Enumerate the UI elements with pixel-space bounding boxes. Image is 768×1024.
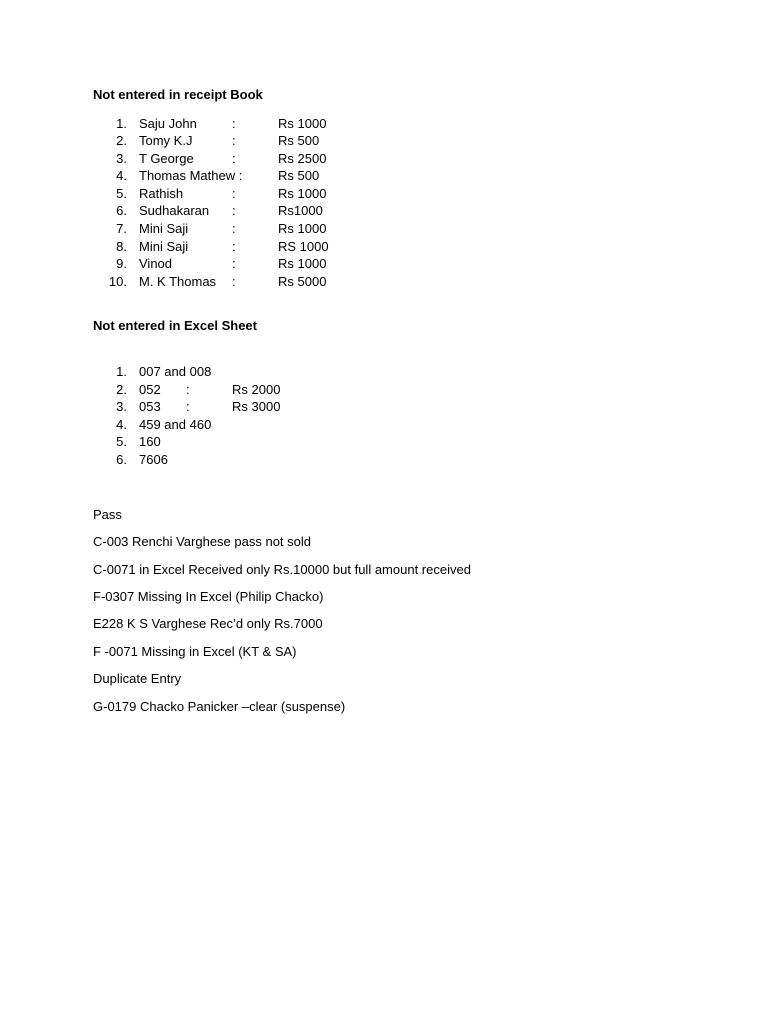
list-code: 052 xyxy=(139,382,161,397)
list-code: 007 and 008 xyxy=(139,364,212,379)
list-number: 2. xyxy=(116,382,127,397)
list-amount: Rs 1000 xyxy=(278,116,327,131)
list-amount: Rs 1000 xyxy=(278,221,327,236)
list-number: 7. xyxy=(116,221,127,236)
list-name: Sudhakaran xyxy=(139,203,210,218)
list-name: Tomy K.J xyxy=(139,133,193,148)
list-name: Mini Saji xyxy=(139,239,189,254)
list-separator: : xyxy=(232,239,236,254)
note-paragraph: F-0307 Missing In Excel (Philip Chacko) xyxy=(93,589,324,604)
list-amount: Rs 2000 xyxy=(232,382,281,397)
list-code: 053 xyxy=(139,399,161,414)
note-paragraph: Duplicate Entry xyxy=(93,671,182,686)
list-amount: RS 1000 xyxy=(278,239,329,254)
list-number: 10. xyxy=(108,274,127,289)
list-name: Saju John xyxy=(139,116,197,131)
list-number: 1. xyxy=(116,116,127,131)
note-paragraph: G-0179 Chacko Panicker –clear (suspense) xyxy=(93,699,346,714)
list-number: 2. xyxy=(116,133,127,148)
list-separator: : xyxy=(186,382,190,397)
list-name: Rathish xyxy=(139,186,184,201)
list-code: 459 and 460 xyxy=(139,417,212,432)
note-paragraph: C-003 Renchi Varghese pass not sold xyxy=(93,534,311,549)
list-separator: : xyxy=(186,399,190,414)
list-number: 9. xyxy=(116,256,127,271)
list-code: 7606 xyxy=(139,452,168,467)
list-number: 1. xyxy=(116,364,127,379)
list-separator: : xyxy=(232,221,236,236)
list-separator: : xyxy=(232,116,236,131)
list-name: Mini Saji xyxy=(139,221,189,236)
list-number: 4. xyxy=(116,417,127,432)
list-number: 6. xyxy=(116,203,127,218)
list-number: 5. xyxy=(116,434,127,449)
list-name: M. K Thomas xyxy=(139,274,217,289)
list-amount: Rs 2500 xyxy=(278,151,327,166)
list-separator: : xyxy=(232,133,236,148)
list-amount: Rs 3000 xyxy=(232,399,281,414)
list-separator: : xyxy=(232,274,236,289)
list-number: 4. xyxy=(116,168,127,183)
list-number: 8. xyxy=(116,239,127,254)
list-amount: Rs 1000 xyxy=(278,256,327,271)
list-number: 6. xyxy=(116,452,127,467)
list-separator: : xyxy=(232,203,236,218)
list-amount: Rs1000 xyxy=(278,203,323,218)
list-amount: Rs 500 xyxy=(278,133,320,148)
note-paragraph: C-0071 in Excel Received only Rs.10000 but full amount received xyxy=(93,562,471,577)
list-number: 3. xyxy=(116,399,127,414)
list-name: Vinod xyxy=(139,256,173,271)
list-separator: : xyxy=(232,256,236,271)
list-name: T George xyxy=(139,151,194,166)
list-code: 160 xyxy=(139,434,161,449)
receipt-book-heading: Not entered in receipt Book xyxy=(93,87,263,102)
list-number: 3. xyxy=(116,151,127,166)
note-paragraph: E228 K S Varghese Rec’d only Rs.7000 xyxy=(93,616,323,631)
list-amount: Rs 500 xyxy=(278,168,320,183)
list-amount: Rs 5000 xyxy=(278,274,327,289)
list-separator: : xyxy=(232,151,236,166)
list-amount: Rs 1000 xyxy=(278,186,327,201)
excel-sheet-heading: Not entered in Excel Sheet xyxy=(93,318,257,333)
note-paragraph: F -0071 Missing in Excel (KT & SA) xyxy=(93,644,297,659)
note-paragraph: Pass xyxy=(93,507,122,522)
list-separator: : xyxy=(232,186,236,201)
list-name: Thomas Mathew : xyxy=(139,168,243,183)
list-number: 5. xyxy=(116,186,127,201)
